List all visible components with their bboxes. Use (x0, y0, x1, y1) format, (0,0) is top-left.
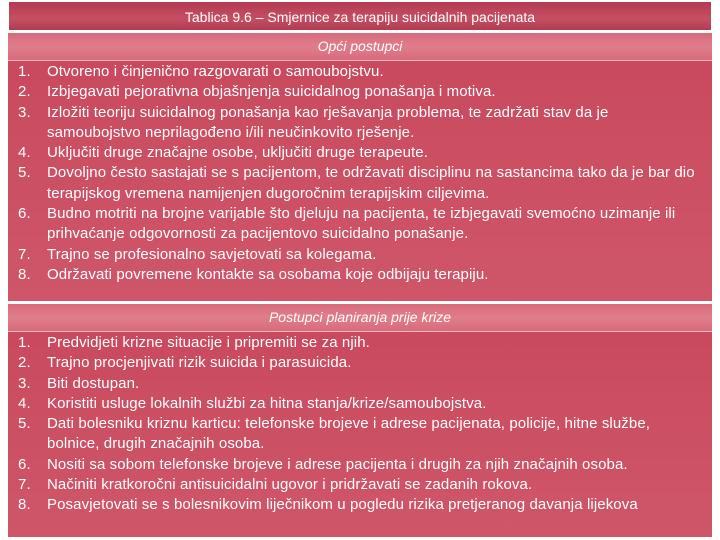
item-number: 8. (18, 496, 31, 514)
item-text: Koristiti usluge lokalnih službi za hitna stanja/krize/samoubojstva. (47, 394, 487, 412)
item-text: Biti dostupan. (47, 374, 140, 392)
item-number: 4. (18, 394, 31, 412)
item-text: Nositi sa sobom telefonske brojeve i adrese pacijenta i drugih za njih značajnih osoba. (47, 455, 628, 473)
item-number: 6. (18, 205, 31, 223)
item-text: Dovoljno često sastajati se s pacijentom, te održavati disciplinu na sastancima tako da je bar dio terapijskog vremena namijenjen dugoročnim terapijskim ciljevima. (47, 164, 695, 202)
list-item (8, 374, 712, 394)
item-text: Trajno se profesionalno savjetovati sa kolegama. (47, 245, 377, 263)
item-number: 3. (18, 374, 31, 392)
item-number: 8. (18, 265, 31, 283)
item-number: 1. (18, 334, 31, 351)
item-list (8, 332, 712, 516)
table-title: Tablica 9.6 – Smjernice za terapiju suicidalnih pacijenata (8, 1, 712, 31)
item-text: Izbjegavati pejorativna objašnjenja suicidalnog ponašanja i motiva. (47, 83, 496, 101)
section-header: Postupci planiranja prije krize (8, 303, 712, 332)
item-number: 5. (18, 415, 31, 433)
list-item (8, 495, 712, 515)
item-number: 2. (18, 354, 31, 372)
section-pre-crisis-planning (8, 303, 712, 537)
list-item (8, 414, 712, 455)
list-item (8, 62, 712, 82)
list-item (8, 394, 712, 414)
list-item (8, 143, 712, 163)
item-number: 7. (18, 245, 31, 263)
list-item (8, 475, 712, 495)
item-text: Budno motriti na brojne varijable što djeluju na pacijenta, te izbjegavati svemoćno uzimanje ili prihvaćanje odgovornosti za pacijentovo suicidalno ponašanje. (47, 205, 676, 243)
list-item (8, 82, 712, 102)
item-number: 5. (18, 164, 31, 182)
item-text: Dati bolesniku kriznu karticu: telefonske brojeve i adrese pacijenata, policije, hitne službe, bolnice, drugih značajnih osoba. (47, 415, 651, 453)
list-item (8, 455, 712, 475)
item-text: Otvoreno i činjenično razgovarati o samoubojstvu. (47, 63, 384, 80)
item-number: 3. (18, 103, 31, 121)
item-text: Trajno procjenjivati rizik suicida i parasuicida. (47, 354, 352, 372)
item-number: 6. (18, 455, 31, 473)
item-text: Načiniti kratkoročni antisuicidalni ugovor i pridržavati se zadanih rokova. (47, 476, 533, 494)
item-list (8, 61, 712, 285)
list-item (8, 103, 712, 144)
item-number: 7. (18, 476, 31, 494)
list-item (8, 353, 712, 373)
list-item (8, 333, 712, 353)
list-item (8, 163, 712, 204)
section-header: Opći postupci (8, 32, 712, 61)
list-item (8, 245, 712, 265)
item-number: 1. (18, 63, 31, 80)
list-item (8, 265, 712, 285)
item-text: Posavjetovati se s bolesnikovim liječnikom u pogledu rizika pretjeranog davanja lijekova (47, 496, 638, 514)
item-number: 4. (18, 144, 31, 162)
list-item (8, 204, 712, 245)
section-general-procedures (8, 32, 712, 301)
item-text: Predvidjeti krizne situacije i pripremiti se za njih. (47, 334, 370, 351)
item-number: 2. (18, 83, 31, 101)
item-text: Izložiti teoriju suicidalnog ponašanja kao rješavanja problema, te zadržati stav da je samoubojstvo neprilagođeno i/ili neučinkovito rješenje. (47, 103, 609, 141)
item-text: Uključiti druge značajne osobe, uključiti druge terapeute. (47, 144, 429, 162)
item-text: Održavati povremene kontakte sa osobama koje odbijaju terapiju. (47, 265, 489, 283)
